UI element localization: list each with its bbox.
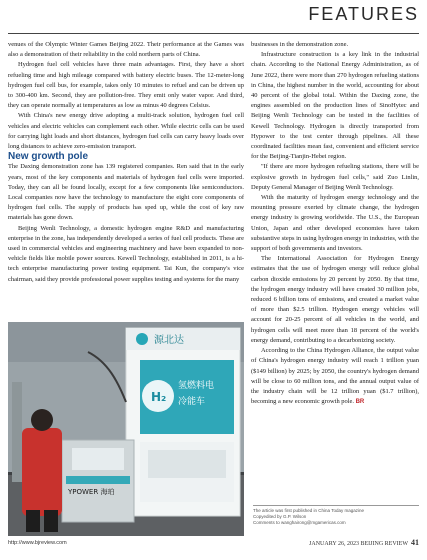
footer-url[interactable]: http://www.bjreview.com bbox=[8, 540, 67, 546]
article-credits bbox=[253, 508, 419, 526]
page-number: 41 bbox=[411, 538, 419, 547]
paragraph: With China's new energy drive adopting a multi-track solution, hydrogen fuel cell vehicles and electric vehicles can complement each other. While electric cells can be used for carrying light loads and short distances, hydrogen fuel cells can carry heavy loads over long distances to achieve zero-emission transport. bbox=[8, 112, 244, 151]
section-label: FEATURES bbox=[308, 4, 419, 24]
paragraph-text: According to the China Hydrogen Alliance, the output value of China's hydrogen energy industry will reach 1 trillion yuan ($149 billion) by 2025; by 2050, the country's hydrogen demand will be close to 60 million tons, and the annual output value of the industry chain will be 12 trillion yuan ($1.7 trillion), becoming a new economic growth pole. bbox=[251, 347, 419, 406]
paragraph: The Daxing demonstration zone has 139 registered companies. Ren said that in the early years, most of the key components and materials of hydrogen fuel cells were imported. Today, they can all be found locally, except for a few components like semiconductors. Local companies now have the technology to manufacture the eight core components of hydrogen fuel cells. The supply of products has sped up, while the cost of key raw materials has gone down. bbox=[8, 163, 244, 222]
footer-date-issue: JANUARY 26, 2023 BEIJING REVIEW bbox=[309, 541, 408, 547]
header-rule bbox=[8, 33, 419, 34]
svg-text:冷能车: 冷能车 bbox=[178, 397, 206, 407]
credit-line: Comments to wanghairong@mgamericas.com bbox=[253, 520, 346, 525]
svg-text:H₂: H₂ bbox=[151, 390, 167, 404]
svg-text:氢燃料电: 氢燃料电 bbox=[178, 381, 215, 391]
svg-text:YPOWER 海珀: YPOWER 海珀 bbox=[68, 488, 115, 496]
hydrogen-station-photo bbox=[8, 322, 244, 536]
paragraph: businesses in the demonstration zone. bbox=[251, 41, 349, 48]
left-column bbox=[8, 40, 244, 285]
section-heading: New growth pole bbox=[8, 151, 88, 163]
right-column bbox=[251, 40, 419, 407]
paragraph: Infrastructure construction is a key link in the industrial chain. According to the National Energy Administration, as of June 2022, there were more than 270 hydrogen refueling stations in China, the highest number in the world, accounting for about 40 percent of the global total. Within the Daxing zone, the engines assembled on the production lines of SinoHytec and Beijing Wenli Technology can be tested in the facilities of Kewell Technology. Hydrogen is directly transported from Hypower to the test center through pipelines. All these coordinated facilities mean fast, convenient and efficient service for the Beijing-Tianjin-Hebei region. bbox=[251, 51, 419, 161]
paragraph bbox=[251, 346, 419, 407]
svg-text:源北达: 源北达 bbox=[154, 335, 184, 346]
credit-line: Copyedited by G.P. Wilson bbox=[253, 514, 307, 519]
credit-line: The article was first published in China Today magazine bbox=[253, 508, 364, 513]
paragraph: With the maturity of hydrogen energy technology and the mounting pressure exerted by climate change, the hydrogen energy industry is growing worldwide. The U.S., the European Union, Japan and other developed economies have taken substantive steps in using hydrogen energy in industries, with the support of both governments and investors. bbox=[251, 194, 419, 253]
paragraph: "If there are more hydrogen refueling stations, there will be explosive growth in hydrogen fuel cells," said Zuo Linlin, Deputy General Manager of Beijing Wenli Technology. bbox=[251, 163, 419, 191]
end-mark: BR bbox=[355, 399, 365, 406]
page-header bbox=[0, 0, 427, 36]
paragraph: Hydrogen fuel cell vehicles have three main advantages. First, they have a short refueling time and high mileage compared with battery electric buses. The 12-meter-long hydrogen fuel cell bus, for example, takes only 10 minutes to refuel and can be driven up to 300-400 km. Second, they are pollution-free. They emit only water vapor. And third, they can operate normally at temperatures as low as minus 40 degrees Celsius. bbox=[8, 61, 244, 110]
paragraph: The International Association for Hydrogen Energy estimates that the use of hydrogen energy will reduce global carbon dioxide emissions by 20 percent by 2050. By that time, the hydrogen energy industry will have created 30 million jobs, reduced 6 billion tons of emissions, and created a market value of more than $2.5 trillion. Hydrogen energy vehicles will account for 20-25 percent of all vehicles in the world, and hydrogen cells will meet more than 18 percent of the world's energy demand, contributing to a decarbonizing society. bbox=[251, 255, 419, 344]
paragraph: venues of the Olympic Winter Games Beijing 2022. Their performance at the Games was also a demonstration of their reliability in the cold northern parts of China. bbox=[8, 41, 244, 59]
paragraph: Beijing Wenli Technology, a domestic hydrogen engine R&D and manufacturing enterprise in the zone, has independently developed a series of fuel cell products. These are used in commercial vehicles and engineering machinery and have been expanded to non-vehicle fields like mobile power sources. Kewell Technology, established in 2011, is a hi-tech enterprise manufacturing power testing equipment. Tai Kun, the company's vice chairman, said they provide professional power supplies testing and systems for the many bbox=[8, 224, 244, 283]
footer-issue bbox=[309, 538, 419, 547]
credits-rule bbox=[253, 505, 419, 506]
